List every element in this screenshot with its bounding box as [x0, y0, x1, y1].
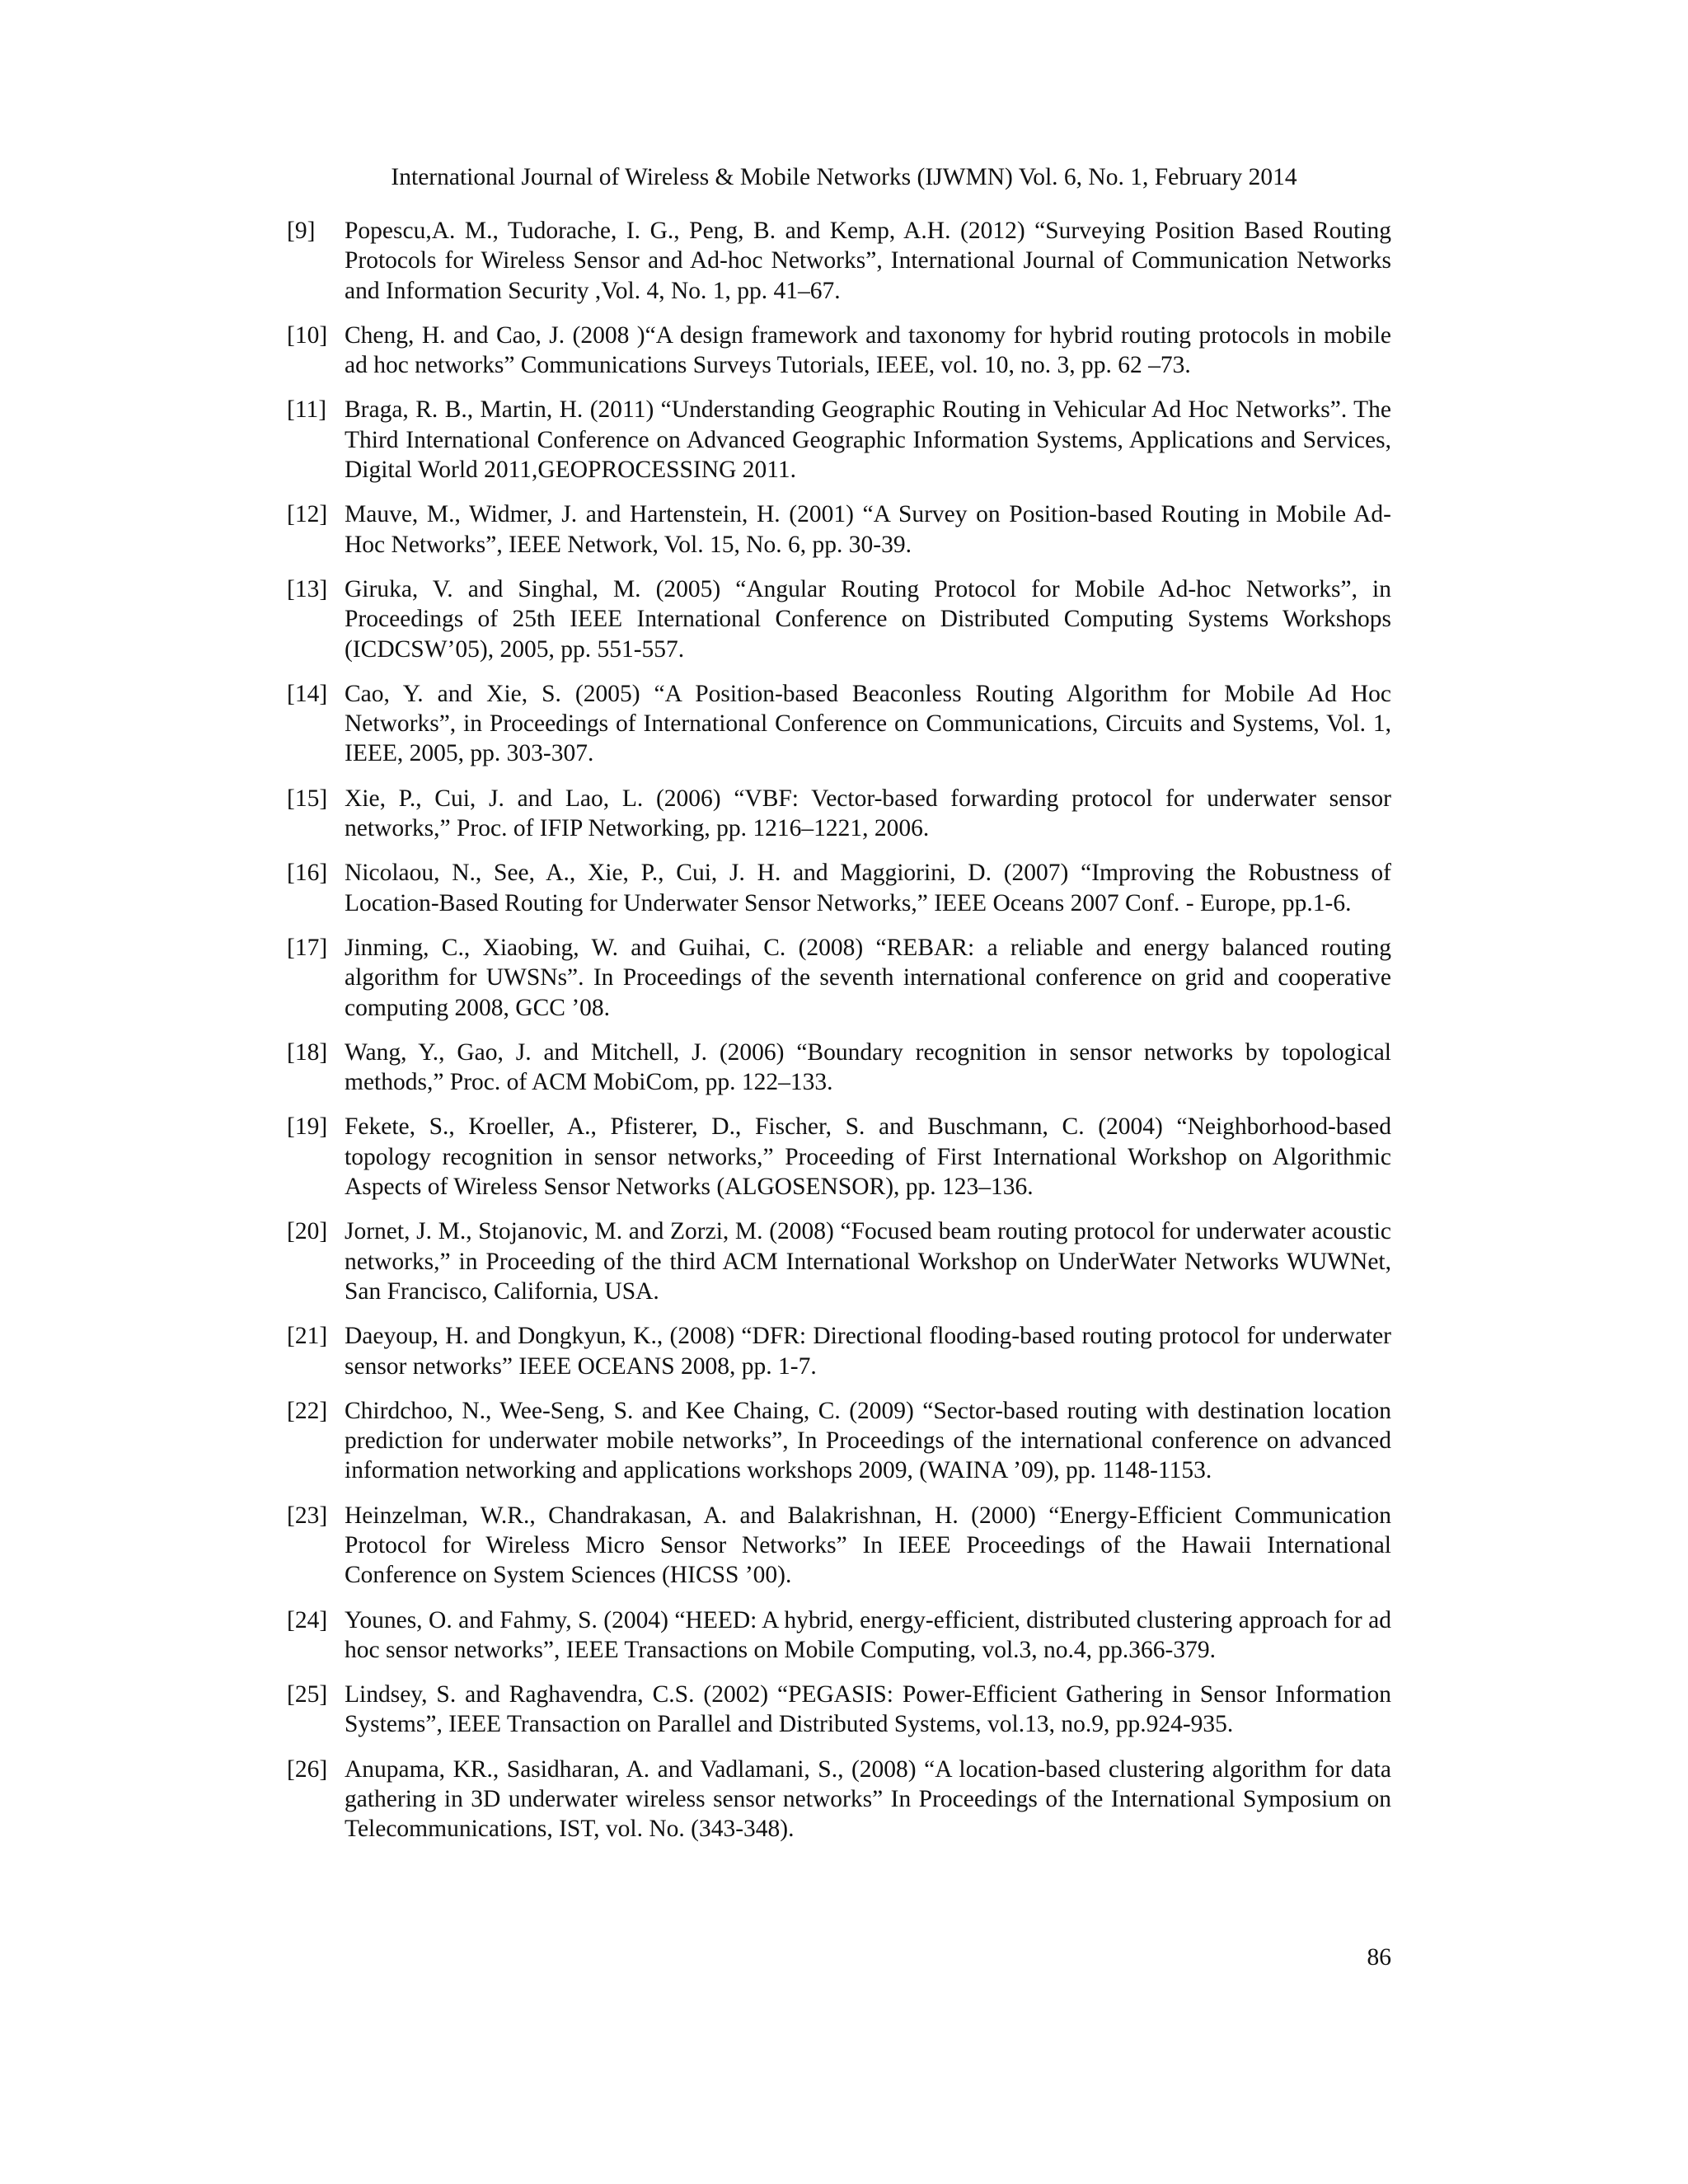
reference-text: Jinming, C., Xiaobing, W. and Guihai, C. (2008) “REBAR: a reliable and energy balanced routing algorithm for UWSNs”. In Proceedings of the seventh international conference on grid and cooperative computing 2008, GCC ’08. — [345, 934, 1391, 1021]
reference-item — [287, 1321, 1391, 1381]
reference-text: Mauve, M., Widmer, J. and Hartenstein, H. (2001) “A Survey on Position-based Routing in Mobile Ad-Hoc Networks”, IEEE Network, Vol. 15, No. 6, pp. 30-39. — [345, 501, 1391, 558]
reference-text: Braga, R. B., Martin, H. (2011) “Understanding Geographic Routing in Vehicular Ad Hoc Networks”. The Third International Conference on Advanced Geographic Information Systems, Applications and Services, Digital World 2011,GEOPROCESSING 2011. — [345, 396, 1391, 484]
reference-item — [287, 499, 1391, 560]
reference-number: [17] — [287, 934, 328, 961]
reference-item — [287, 784, 1391, 844]
reference-number: [16] — [287, 860, 328, 887]
reference-number: [22] — [287, 1397, 328, 1424]
reference-text: Lindsey, S. and Raghavendra, C.S. (2002) “PEGASIS: Power-Efficient Gathering in Sensor Information Systems”, IEEE Transaction on Parallel and Distributed Systems, vol.13, no.9, pp.924-935. — [345, 1681, 1391, 1738]
reference-number: [21] — [287, 1323, 328, 1350]
reference-text: Nicolaou, N., See, A., Xie, P., Cui, J. H. and Maggiorini, D. (2007) “Improving the Robustness of Location-Based Routing for Underwater Sensor Networks,” IEEE Oceans 2007 Conf. - Europe, pp.1-6. — [345, 860, 1391, 916]
reference-number: [10] — [287, 321, 328, 349]
reference-number: [14] — [287, 680, 328, 707]
reference-text: Popescu,A. M., Tudorache, I. G., Peng, B. and Kemp, A.H. (2012) “Surveying Position Based Routing Protocols for Wireless Sensor and Ad-hoc Networks”, International Journal of Communication Networks and Information Security ,Vol. 4, No. 1, pp. 41–67. — [345, 218, 1391, 304]
reference-text: Anupama, KR., Sasidharan, A. and Vadlamani, S., (2008) “A location-based clustering algorithm for data gathering in 3D underwater wireless sensor networks” In Proceedings of the International Symposium on Telecommunications, IST, vol. No. (343-348). — [345, 1755, 1391, 1843]
reference-list — [287, 216, 1391, 1859]
reference-item — [287, 1216, 1391, 1306]
reference-number: [12] — [287, 501, 328, 528]
reference-item — [287, 1755, 1391, 1844]
running-header: International Journal of Wireless & Mobile Networks (IJWMN) Vol. 6, No. 1, February 2014 — [391, 164, 1297, 190]
reference-text: Heinzelman, W.R., Chandrakasan, A. and Balakrishnan, H. (2000) “Energy-Efficient Communication Protocol for Wireless Micro Sensor Networks” In IEEE Proceedings of the Hawaii International Conference on System Sciences (HICSS ’00). — [345, 1502, 1391, 1589]
reference-number: [24] — [287, 1606, 328, 1633]
reference-number: [18] — [287, 1038, 328, 1066]
reference-number: [15] — [287, 785, 328, 812]
reference-text: Daeyoup, H. and Dongkyun, K., (2008) “DFR: Directional flooding-based routing protocol for underwater sensor networks” IEEE OCEANS 2008, pp. 1-7. — [345, 1323, 1391, 1380]
page-number: 86 — [1367, 1944, 1391, 1971]
reference-text: Xie, P., Cui, J. and Lao, L. (2006) “VBF: Vector-based forwarding protocol for underwater sensor networks,” Proc. of IFIP Networking, pp. 1216–1221, 2006. — [345, 785, 1391, 842]
reference-number: [19] — [287, 1113, 328, 1141]
reference-item — [287, 574, 1391, 664]
reference-text: Chirdchoo, N., Wee-Seng, S. and Kee Chaing, C. (2009) “Sector-based routing with destination location prediction for underwater mobile networks”, In Proceedings of the international conference on advanced information networking and applications workshops 2009, (WAINA ’09), pp. 1148-1153. — [345, 1397, 1391, 1484]
reference-text: Wang, Y., Gao, J. and Mitchell, J. (2006) “Boundary recognition in sensor networks by topological methods,” Proc. of ACM MobiCom, pp. 122–133. — [345, 1038, 1391, 1096]
reference-item — [287, 1112, 1391, 1202]
reference-number: [23] — [287, 1502, 328, 1529]
reference-text: Fekete, S., Kroeller, A., Pfisterer, D., Fischer, S. and Buschmann, C. (2004) “Neighborhood-based topology recognition in sensor networks,” Proceeding of First International Workshop on Algorithmic Aspects of Wireless Sensor Networks (ALGOSENSOR), pp. 123–136. — [345, 1113, 1391, 1201]
reference-number: [13] — [287, 575, 328, 602]
reference-text: Jornet, J. M., Stojanovic, M. and Zorzi, M. (2008) “Focused beam routing protocol for underwater acoustic networks,” in Proceeding of the third ACM International Workshop on UnderWater Networks WUWNet, San Francisco, California, USA. — [345, 1218, 1391, 1305]
reference-item — [287, 395, 1391, 485]
reference-item — [287, 1680, 1391, 1740]
reference-number: [9] — [287, 218, 316, 244]
reference-item — [287, 1501, 1391, 1591]
reference-item — [287, 679, 1391, 769]
reference-item — [287, 933, 1391, 1023]
reference-item — [287, 1038, 1391, 1098]
reference-text: Giruka, V. and Singhal, M. (2005) “Angular Routing Protocol for Mobile Ad-hoc Networks”, in Proceedings of 25th IEEE International Conference on Distributed Computing Systems Workshops (ICDCSW’05), 2005, pp. 551-557. — [345, 575, 1391, 663]
reference-item — [287, 858, 1391, 918]
reference-text: Cheng, H. and Cao, J. (2008 )“A design framework and taxonomy for hybrid routing protocols in mobile ad hoc networks” Communications Surveys Tutorials, IEEE, vol. 10, no. 3, pp. 62 –73. — [345, 321, 1391, 379]
reference-number: [11] — [287, 396, 327, 424]
reference-number: [25] — [287, 1681, 328, 1708]
reference-text: Cao, Y. and Xie, S. (2005) “A Position-based Beaconless Routing Algorithm for Mobile Ad Hoc Networks”, in Proceedings of International Conference on Communications, Circuits and Systems, Vol. 1, IEEE, 2005, pp. 303-307. — [345, 680, 1391, 767]
reference-item — [287, 216, 1391, 306]
reference-item — [287, 1396, 1391, 1486]
reference-number: [20] — [287, 1218, 328, 1245]
reference-text: Younes, O. and Fahmy, S. (2004) “HEED: A hybrid, energy-efficient, distributed clustering approach for ad hoc sensor networks”, IEEE Transactions on Mobile Computing, vol.3, no.4, pp.366-379. — [345, 1606, 1391, 1663]
reference-item — [287, 321, 1391, 381]
reference-item — [287, 1605, 1391, 1666]
reference-number: [26] — [287, 1755, 328, 1783]
